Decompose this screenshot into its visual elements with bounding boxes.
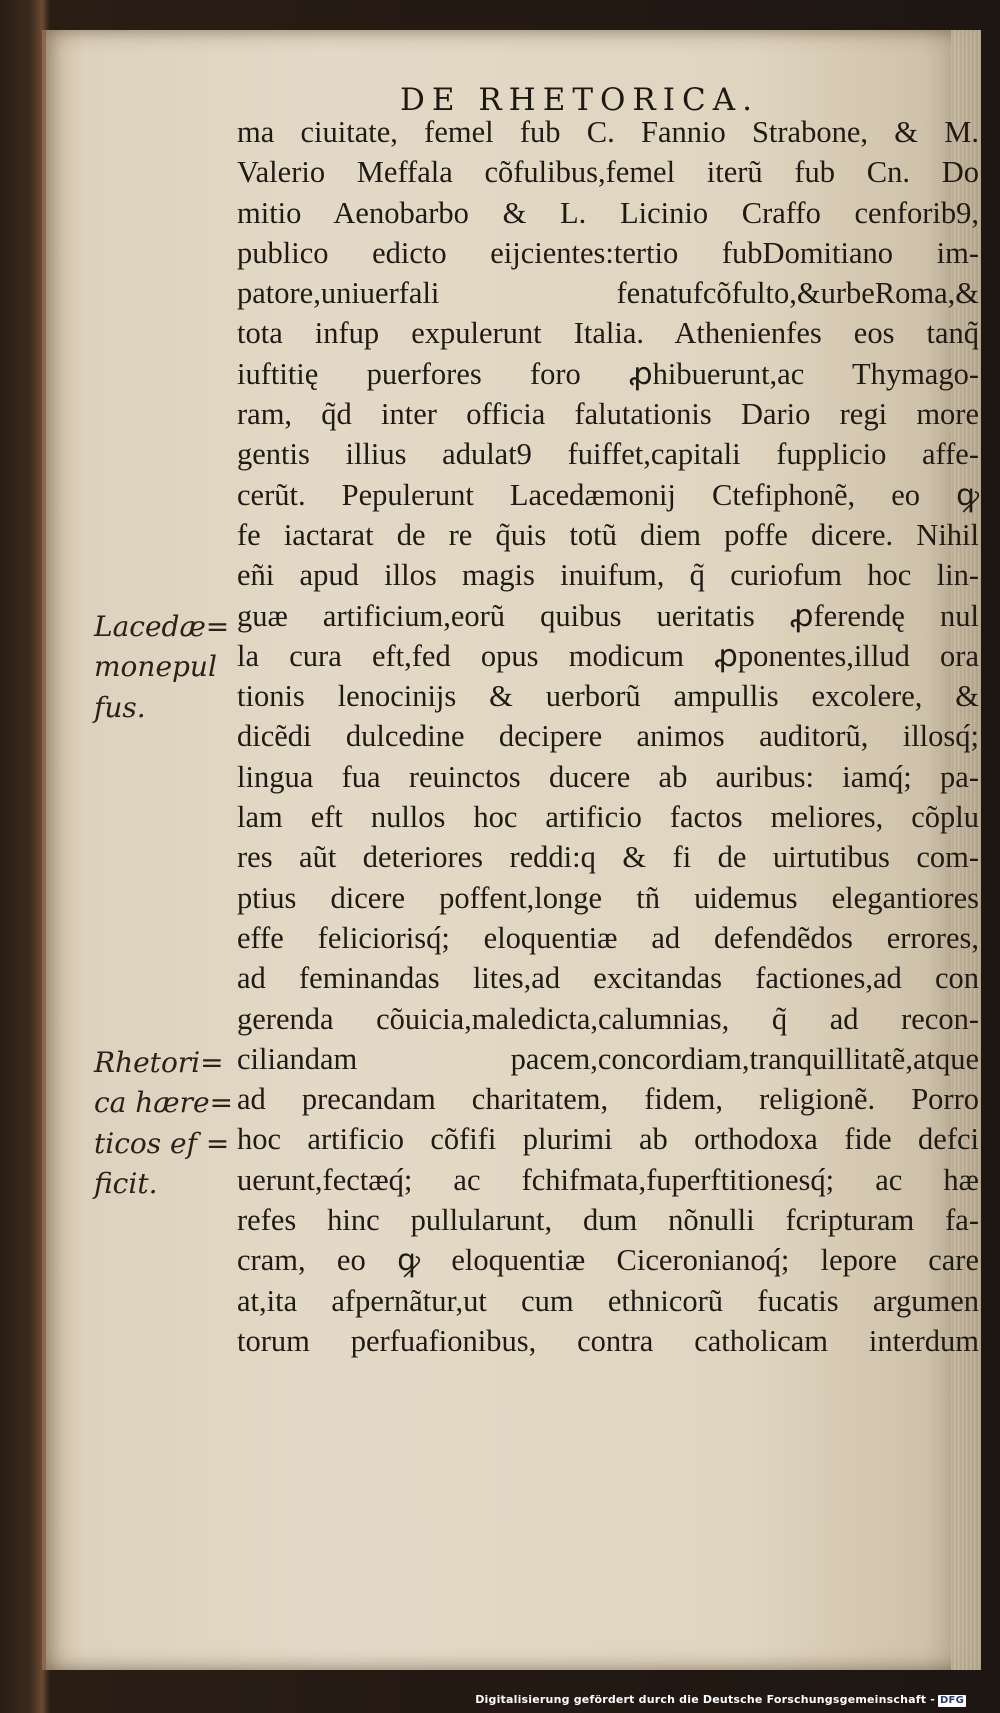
text-line: cerũt. Pepulerunt Lacedæmonij Ctefiphonẽ, eo ꝙ: [237, 477, 979, 512]
text-line: gerenda cõuicia,maledicta,calumnias, q̃ ad recon-: [237, 1001, 979, 1036]
marginal-note-line: Lacedæ=: [94, 610, 230, 643]
text-line: Valerio Meffala cõfulibus,femel iterũ fub Cn. Do: [237, 155, 979, 190]
text-line: mitio Aenobarbo & L. Licinio Craffo cenforib9,: [237, 195, 979, 230]
text-line: patore,uniuerfali fenatufcõfulto,&urbeRoma,&: [237, 276, 979, 311]
text-line: refes hinc pullularunt, dum nõnulli fcripturam fa-: [237, 1203, 979, 1238]
text-line: ad precandam charitatem, fidem, religionẽ. Porro: [237, 1082, 979, 1117]
text-line: uerunt,fectæq́; ac fchifmata,fuperftitionesq́; ac hæ: [237, 1162, 979, 1197]
marginal-note-line: ticos ef =: [94, 1126, 230, 1160]
text-line: ad feminandas lites,ad excitandas factiones,ad con: [237, 961, 979, 996]
body-text: [237, 112, 979, 1361]
marginal-note-line: ficit.: [94, 1166, 158, 1200]
text-line: res aũt deteriores reddi:q & fi de uirtutibus com-: [237, 840, 979, 875]
marginal-note-rhetorica: [94, 1043, 234, 1204]
text-line: fe iactarat de re q̃uis totũ diem poffe dicere. Nihil: [237, 517, 979, 552]
text-line: lingua fua reuinctos ducere ab auribus: iamq́; pa-: [237, 759, 979, 794]
text-line: torum perfuafionibus, contra catholicam interdum: [237, 1323, 979, 1358]
marginal-note-lacedaemone: [94, 607, 234, 728]
marginal-note-line: monepul: [94, 650, 217, 684]
text-line: at,ita afpernãtur,ut cum ethnicorũ fucatis argumen: [237, 1283, 979, 1318]
digitization-credit: [475, 1693, 966, 1707]
text-line: gentis illius adulat9 fuiffet,capitali fupplicio affe-: [237, 437, 979, 472]
text-line: iuftitię puerfores foro ꝓhibuerunt,ac Thymago-: [237, 356, 979, 391]
text-line: cram, eo ꝙ eloquentiæ Ciceronianoq́; lepore care: [237, 1243, 979, 1278]
text-line: hoc artificio cõfifi plurimi ab orthodoxa fide defci: [237, 1122, 979, 1157]
text-line: ptius dicere poffent,longe tñ uidemus elegantiores: [237, 880, 979, 915]
marginal-note-line: Rhetori=: [94, 1046, 224, 1079]
text-line: lam eft nullos hoc artificio factos meliores, cõplu: [237, 800, 979, 835]
dfg-logo: DFG: [940, 1695, 964, 1706]
running-head: DE RHETORICA.: [400, 82, 759, 118]
text-line: dicẽdi dulcedine decipere animos auditorũ, illosq́;: [237, 719, 979, 754]
text-line: publico edicto eijcientes:tertio fubDomitiano im-: [237, 235, 979, 270]
text-line: la cura eft,fed opus modicum ꝓponentes,illud ora: [237, 638, 979, 673]
text-line: effe feliciorisq́; eloquentiæ ad defendẽdos errores,: [237, 920, 979, 955]
credit-text: Digitalisierung gefördert durch die Deutsche Forschungsgemeinschaft -: [475, 1693, 936, 1706]
marginal-note-line: fus.: [94, 690, 146, 724]
marginal-note-line: ca hære=: [94, 1086, 234, 1120]
text-line: tota infup expulerunt Italia. Athenienfes eos tanq̃: [237, 316, 979, 351]
text-line: ram, q̃d inter officia falutationis Dario regi more: [237, 397, 979, 432]
text-line: ciliandam pacem,concordiam,tranquillitatẽ,atque: [237, 1041, 979, 1076]
text-line: tionis lenocinijs & uerborũ ampullis excolere, &: [237, 679, 979, 714]
text-line: eñi apud illos magis inuifum, q̃ curiofum hoc lin-: [237, 558, 979, 593]
text-line: ma ciuitate, femel fub C. Fannio Strabone, & M.: [237, 115, 979, 149]
text-line: guæ artificium,eorũ quibus ueritatis ꝓferendę nul: [237, 598, 979, 633]
